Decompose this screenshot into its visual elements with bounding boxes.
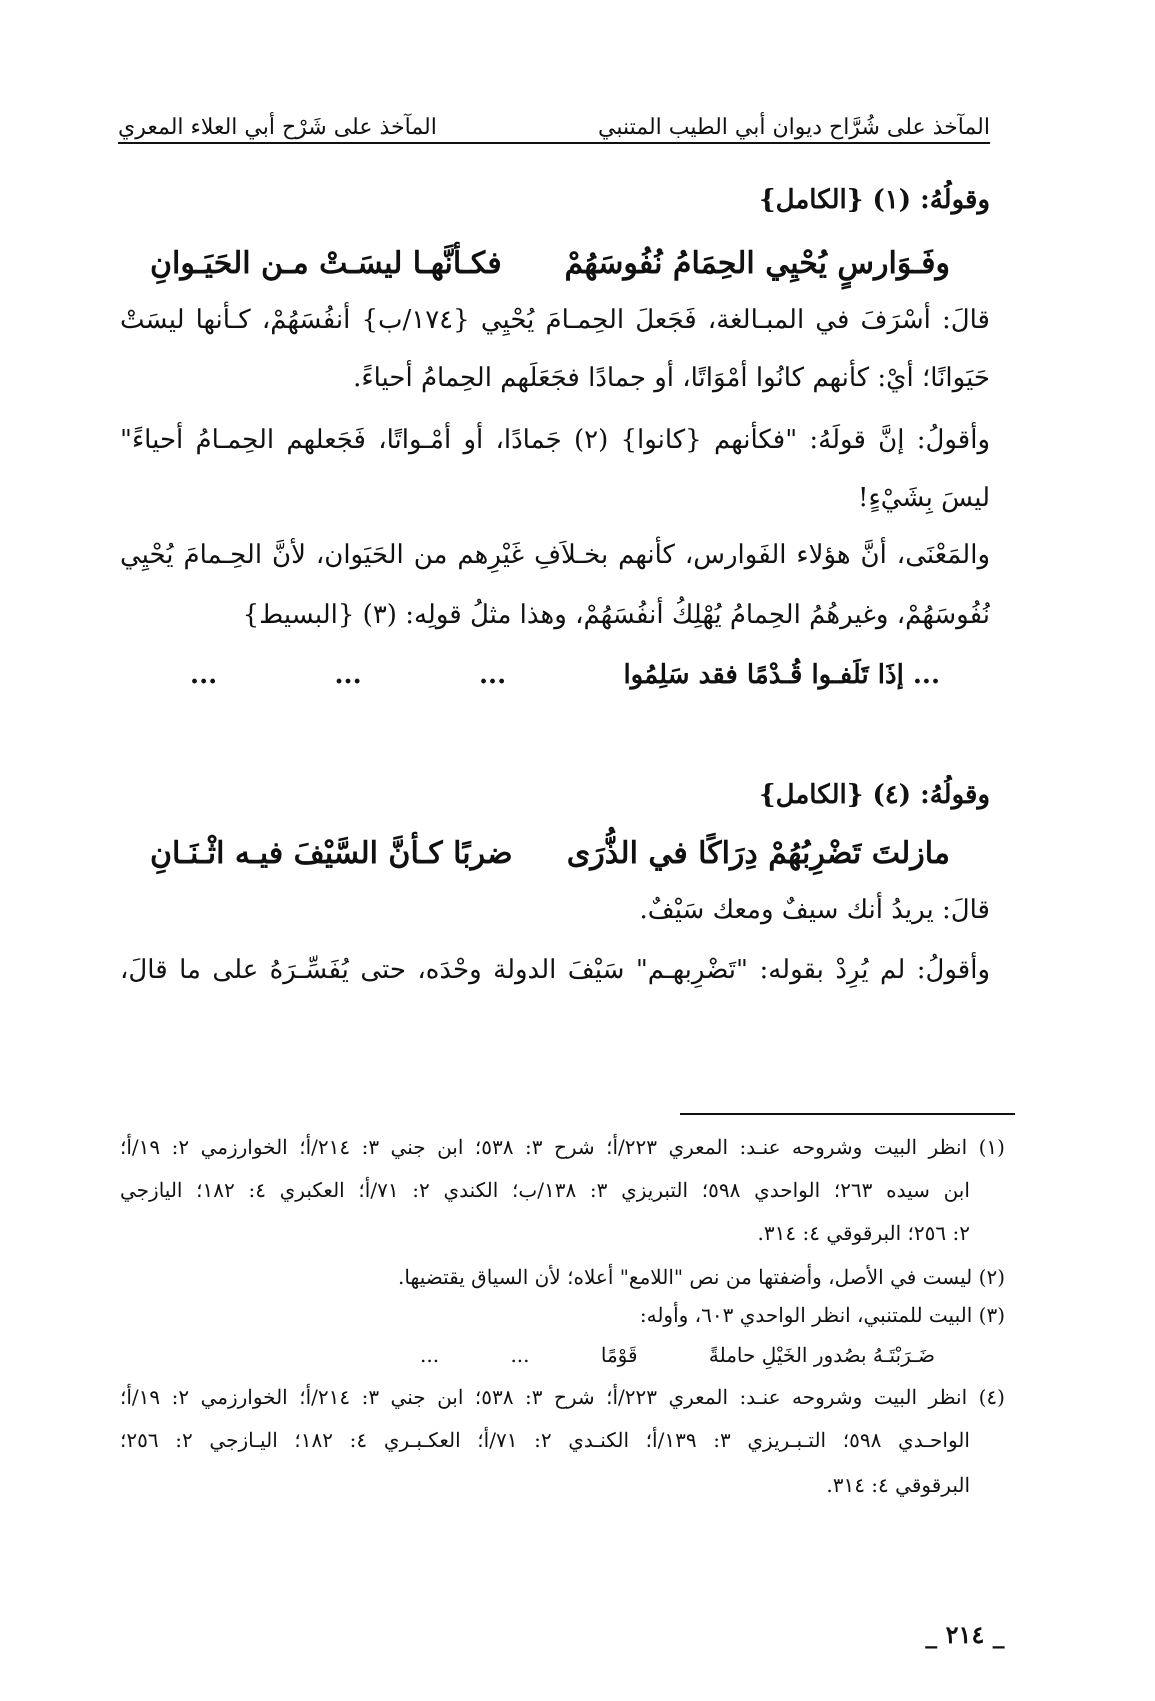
- header-rule: [118, 142, 990, 144]
- footnote-1-line1: (١) انظر البيت وشروحه عنـد: المعري ٢٢٣/أ؛ شرح ٣: ٥٣٨؛ ابن جني ٣: ٢١٤/أ؛ الخوارزمي ٢: ١٩/أ؛: [120, 1135, 1005, 1159]
- fragment-dots: ...: [334, 660, 362, 690]
- footnote-verse-dots: ...: [420, 1343, 440, 1367]
- verse-intro-1: وقولُهُ: (١) {الكامل}: [758, 185, 990, 215]
- fragment-dots: ...: [190, 660, 218, 690]
- footnote-verse-dots: ...: [510, 1343, 530, 1367]
- commentary-meaning-line1: والمَعْنَى، أنَّ هؤلاء الفَوارس، كأنهم بخـلاَفِ غَيْرِهم من الحَيَوان، لأنَّ الحِـمامَ يُحْيِي: [120, 540, 990, 570]
- verse-intro-2: وقولُهُ: (٤) {الكامل}: [758, 780, 990, 810]
- verse-1-second-hemistich: فكـأنَّهـا ليسَـتْ مـن الحَيَـوانِ: [150, 246, 502, 281]
- footnote-verse-part: ضَـرَبْتَـهُ بصُدور الخَيْلِ حاملةً: [708, 1343, 935, 1367]
- commentary-meaning-line2: نُفُوسَهُمْ، وغيرهُمُ الحِمامُ يُهْلِكُ أنفُسَهُمْ، وهذا مثلُ قولِه: (٣) {البسيط}: [242, 600, 990, 630]
- footnote-2: (٢) ليست في الأصل، وأضفتها من نص "اللامع" أعلاه؛ لأن السياق يقتضيها.: [398, 1265, 1005, 1289]
- footnote-rule: [680, 1113, 1015, 1115]
- running-head: [118, 100, 990, 140]
- footnote-4-line3: البرقوقي ٤: ٣١٤.: [826, 1473, 970, 1497]
- footnote-3: (٣) البيت للمتنبي، انظر الواحدي ٦٠٣، وأوله:: [639, 1303, 1005, 1327]
- quoted-verse-fragment: [190, 655, 940, 695]
- running-head-chapter-title: المآخذ على شَرْح أبي العلاء المعري: [118, 115, 437, 140]
- verse-2: [150, 830, 950, 878]
- footnote-3-verse: [420, 1340, 935, 1370]
- page-number: _ ٢١٤ _: [925, 1620, 1005, 1649]
- commentary-qala-1-line2: حَيَوانًا؛ أيْ: كأنهم كانُوا أمْوَاتًا، أو جمادًا فجَعَلَهم الحِمامُ أحياءً.: [353, 363, 990, 393]
- footnote-1-line2: ابن سيده ٢٦٣؛ الواحدي ٥٩٨؛ التبريزي ٣: ١٣٨/ب؛ الكندي ٢: ٧١/أ؛ العكبري ٤: ١٨٢؛ اليازجي: [120, 1178, 970, 1202]
- footnote-1-line3: ٢: ٢٥٦؛ البرقوقي ٤: ٣١٤.: [757, 1221, 970, 1245]
- verse-1: [150, 240, 950, 288]
- fragment-part: ... إذَا تَلَفـوا قُـدْمًا فقد سَلِمُوا: [623, 660, 940, 690]
- verse-1-first-hemistich: وفَـوَارسٍ يُحْيِي الحِمَامُ نُفُوسَهُمْ: [564, 246, 950, 281]
- fragment-dots: ...: [478, 660, 507, 690]
- commentary-aqul-2: وأقولُ: لم يُرِدْ بقوله: "تَضْرِبهـم" سَيْفَ الدولة وحْدَه، حتى يُفَسِّـرَهُ على ما قالَ،: [120, 955, 990, 985]
- commentary-aqul-1-line1: وأقولُ: إنَّ قولَهُ: "فكأنهم {كانوا} (٢) جَمادًا، أو أمْـواتًا، فَجَعلهم الحِمـامُ أحياءً": [120, 425, 990, 455]
- commentary-qala-1-line1: قالَ: أسْرَفَ في المبـالغة، فَجَعلَ الحِمـامَ يُحْيِي {١٧٤/ب} أنفُسَهُمْ، كـأنها ليسَتْ: [120, 305, 990, 335]
- footnote-verse-part: قَوْمًا: [600, 1343, 638, 1367]
- verse-2-second-hemistich: ضربًا كـأنَّ السَّيْفَ فيـه اثْـنَـانِ: [150, 836, 513, 871]
- commentary-qala-2: قالَ: يريدُ أنك سيفٌ ومعك سَيْفٌ.: [639, 895, 990, 925]
- footnote-4-line2: الواحـدي ٥٩٨؛ التـبـريزي ٣: ١٣٩/أ؛ الكنـدي ٢: ٧١/أ؛ العكـبـري ٤: ١٨٢؛ اليـازجي ٢: ٢٥٦؛: [120, 1428, 970, 1452]
- commentary-aqul-1-line2: ليسَ بِشَيْءٍ!: [858, 483, 990, 513]
- footnote-4-line1: (٤) انظر البيت وشروحه عنـد: المعري ٢٢٣/أ؛ شرح ٣: ٥٣٨؛ ابن جني ٣: ٢١٤/أ؛ الخوارزمي ٢: ١٩/أ؛: [120, 1385, 1005, 1409]
- running-head-book-title: المآخذ على شُرَّاح ديوان أبي الطيب المتنبي: [598, 115, 990, 140]
- verse-2-first-hemistich: مازلتَ تَضْرِبُهُمْ دِرَاكًا في الذُّرَى: [566, 836, 950, 871]
